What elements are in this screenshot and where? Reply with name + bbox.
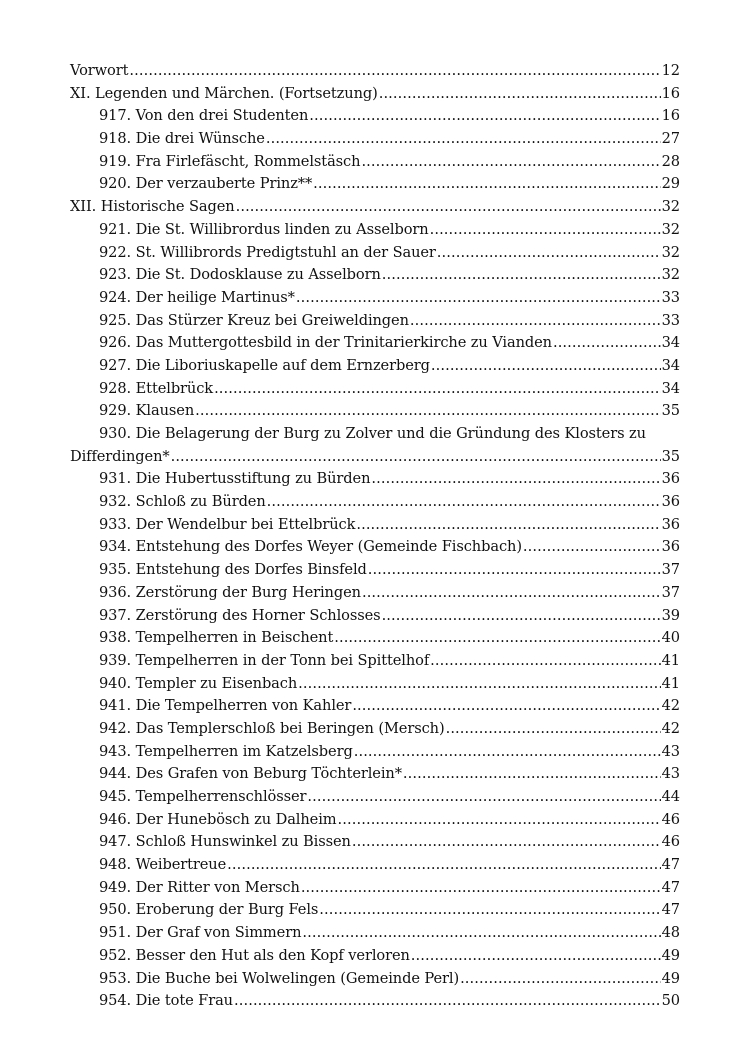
toc-entry-page-number: 46: [661, 810, 680, 828]
dot-leader: [368, 559, 661, 582]
dot-leader: [236, 196, 661, 219]
toc-entry[interactable]: [70, 718, 680, 741]
toc-entry-title: 931. Die Hubertusstiftung zu Bürden: [99, 470, 371, 488]
toc-entry[interactable]: [70, 990, 680, 1013]
toc-entry[interactable]: [70, 673, 680, 696]
dot-leader: [214, 378, 661, 401]
dot-leader: [302, 922, 660, 945]
toc-entry-title: 918. Die drei Wünsche: [99, 130, 265, 148]
toc-entry[interactable]: [70, 922, 680, 945]
toc-entry-title: 929. Klausen: [99, 402, 195, 420]
toc-entry-title: 923. Die St. Dodosklause zu Asselborn: [99, 266, 381, 284]
toc-entry-title: 934. Entstehung des Dorfes Weyer (Gemeinde Fischbach): [99, 538, 522, 556]
toc-entry[interactable]: [70, 763, 680, 786]
toc-entry-title: 930. Die Belagerung der Burg zu Zolver und die Gründung des Klosters zu: [99, 425, 646, 442]
toc-entry-title: 954. Die tote Frau: [99, 992, 233, 1010]
toc-entry[interactable]: [70, 423, 680, 446]
toc-entry[interactable]: [70, 831, 680, 854]
toc-entry-page-number: 36: [661, 470, 680, 488]
toc-entry-title: 937. Zerstörung des Horner Schlosses: [99, 606, 381, 624]
toc-entry[interactable]: [70, 264, 680, 287]
toc-entry[interactable]: [70, 741, 680, 764]
table-of-contents: [70, 60, 680, 1013]
toc-entry-title: 953. Die Buche bei Wolwelingen (Gemeinde Perl): [99, 969, 460, 987]
toc-entry-page-number: 36: [661, 493, 680, 511]
dot-leader: [523, 536, 661, 559]
toc-entry-page-number: 36: [661, 538, 680, 556]
toc-entry-page-number: 47: [661, 878, 680, 896]
toc-entry-title: 926. Das Muttergottesbild in der Trinitarierkirche zu Vianden: [99, 334, 552, 352]
dot-leader: [301, 877, 661, 900]
toc-entry[interactable]: [70, 627, 680, 650]
dot-leader: [129, 60, 660, 83]
toc-entry-title: 950. Eroberung der Burg Fels: [99, 901, 319, 919]
toc-entry-title: 943. Tempelherren im Katzelsberg: [99, 742, 353, 760]
dot-leader: [334, 627, 660, 650]
toc-entry-title: 936. Zerstörung der Burg Heringen: [99, 583, 361, 601]
toc-entry-page-number: 32: [661, 198, 680, 216]
dot-leader: [309, 105, 660, 128]
toc-entry-page-number: 35: [661, 447, 680, 465]
toc-entry-title: 928. Ettelbrück: [99, 379, 214, 397]
toc-entry-page-number: 46: [661, 833, 680, 851]
toc-entry[interactable]: [70, 559, 680, 582]
toc-entry[interactable]: [70, 854, 680, 877]
toc-entry-title: 949. Der Ritter von Mersch: [99, 878, 300, 896]
toc-entry-title: 947. Schloß Hunswinkel zu Bissen: [99, 833, 351, 851]
dot-leader: [266, 128, 661, 151]
toc-entry[interactable]: [70, 355, 680, 378]
toc-entry-title: 932. Schloß zu Bürden: [99, 493, 266, 511]
dot-leader: [195, 400, 660, 423]
toc-entry-page-number: 36: [661, 515, 680, 533]
toc-entry-title: 938. Tempelherren in Beischent: [99, 629, 334, 647]
toc-entry-title: 921. Die St. Willibrordus linden zu Asselborn: [99, 220, 429, 238]
toc-entry-title: XII. Historische Sagen: [70, 198, 235, 216]
toc-entry-page-number: 35: [661, 402, 680, 420]
dot-leader: [460, 968, 661, 991]
toc-entry-page-number: 32: [661, 243, 680, 261]
toc-entry-page-number: 33: [661, 311, 680, 329]
toc-entry-title: 933. Der Wendelbur bei Ettelbrück: [99, 515, 356, 533]
dot-leader: [362, 582, 661, 605]
toc-entry-page-number: 27: [661, 130, 680, 148]
toc-entry-title: 935. Entstehung des Dorfes Binsfeld: [99, 561, 367, 579]
toc-entry-page-number: 41: [661, 651, 680, 669]
dot-leader: [410, 310, 661, 333]
toc-entry-page-number: 29: [661, 175, 680, 193]
toc-entry-page-number: 16: [661, 107, 680, 125]
toc-entry[interactable]: [70, 378, 680, 401]
dot-leader: [382, 264, 661, 287]
dot-leader: [338, 809, 661, 832]
toc-entry-page-number: 42: [661, 719, 680, 737]
dot-leader: [553, 332, 661, 355]
toc-entry-page-number: 37: [661, 561, 680, 579]
toc-entry[interactable]: [70, 196, 680, 219]
toc-entry[interactable]: [70, 173, 680, 196]
toc-entry-title: 925. Das Stürzer Kreuz bei Greiweldingen: [99, 311, 409, 329]
toc-entry[interactable]: [70, 582, 680, 605]
toc-entry-page-number: 41: [661, 674, 680, 692]
toc-entry-title: 920. Der verzauberte Prinz**: [99, 175, 313, 193]
toc-entry-title: 951. Der Graf von Simmern: [99, 924, 302, 942]
toc-entry[interactable]: [70, 468, 680, 491]
dot-leader: [307, 786, 660, 809]
toc-entry-title: 948. Weibertreue: [99, 856, 227, 874]
toc-entry[interactable]: [70, 83, 680, 106]
toc-entry-title: XI. Legenden und Märchen. (Fortsetzung): [70, 84, 378, 102]
toc-entry[interactable]: [70, 514, 680, 537]
dot-leader: [354, 741, 661, 764]
dot-leader: [267, 491, 661, 514]
toc-entry[interactable]: [70, 899, 680, 922]
dot-leader: [403, 763, 661, 786]
dot-leader: [296, 287, 661, 310]
toc-entry[interactable]: [70, 809, 680, 832]
toc-entry[interactable]: [70, 151, 680, 174]
dot-leader: [171, 446, 661, 469]
toc-entry-title: 939. Tempelherren in der Tonn bei Spittelhof: [99, 651, 430, 669]
dot-leader: [313, 173, 660, 196]
toc-entry-title: 952. Besser den Hut als den Kopf verloren: [99, 946, 410, 964]
dot-leader: [352, 695, 660, 718]
dot-leader: [298, 673, 660, 696]
toc-entry[interactable]: [70, 945, 680, 968]
toc-entry[interactable]: [70, 242, 680, 265]
dot-leader: [430, 650, 660, 673]
toc-entry-title: 919. Fra Firlefäscht, Rommelstäsch: [99, 152, 361, 170]
toc-entry-page-number: 33: [661, 288, 680, 306]
toc-entry-page-number: 48: [661, 924, 680, 942]
toc-entry[interactable]: [70, 536, 680, 559]
toc-entry[interactable]: [70, 60, 680, 83]
toc-entry-page-number: 47: [661, 856, 680, 874]
toc-entry[interactable]: [70, 695, 680, 718]
dot-leader: [227, 854, 661, 877]
toc-entry[interactable]: [70, 491, 680, 514]
toc-entry[interactable]: [70, 968, 680, 991]
toc-entry-page-number: 42: [661, 697, 680, 715]
toc-entry[interactable]: [70, 219, 680, 242]
toc-entry[interactable]: [70, 287, 680, 310]
toc-entry-title: 944. Des Grafen von Beburg Töchterlein*: [99, 765, 402, 783]
dot-leader: [446, 718, 661, 741]
toc-entry[interactable]: [70, 128, 680, 151]
dot-leader: [430, 219, 661, 242]
toc-entry-page-number: 47: [661, 901, 680, 919]
toc-entry-title: Vorwort: [70, 62, 129, 79]
dot-leader: [361, 151, 660, 174]
toc-entry[interactable]: [70, 786, 680, 809]
toc-entry-page-number: 28: [661, 152, 680, 170]
dot-leader: [234, 990, 661, 1013]
toc-entry-page-number: 49: [661, 969, 680, 987]
toc-entry-page-number: 43: [661, 765, 680, 783]
toc-entry-title: 927. Die Liboriuskapelle auf dem Ernzerberg: [99, 356, 430, 374]
toc-entry-page-number: 49: [661, 946, 680, 964]
toc-entry-title: 940. Templer zu Eisenbach: [99, 674, 298, 692]
toc-entry-page-number: 32: [661, 266, 680, 284]
toc-entry-page-number: 37: [661, 583, 680, 601]
toc-entry-title: 945. Tempelherrenschlösser: [99, 788, 307, 805]
toc-entry-page-number: 39: [661, 606, 680, 624]
dot-leader: [382, 605, 661, 628]
toc-entry-title: 942. Das Templerschloß bei Beringen (Mersch): [99, 719, 445, 737]
dot-leader: [352, 831, 661, 854]
toc-entry[interactable]: [70, 332, 680, 355]
toc-entry-title: 917. Von den drei Studenten: [99, 107, 309, 125]
toc-entry-page-number: 34: [661, 379, 680, 397]
toc-entry-title: 922. St. Willibrords Predigtstuhl an der Sauer: [99, 243, 436, 261]
toc-entry[interactable]: [70, 400, 680, 423]
toc-entry-title: 941. Die Tempelherren von Kahler: [99, 697, 352, 715]
toc-entry[interactable]: [70, 877, 680, 900]
dot-leader: [411, 945, 661, 968]
toc-entry-title: Differdingen*: [70, 447, 170, 465]
toc-entry-page-number: 40: [661, 629, 680, 647]
toc-entry-page-number: 12: [661, 62, 680, 79]
toc-entry[interactable]: [70, 446, 680, 469]
dot-leader: [431, 355, 661, 378]
dot-leader: [319, 899, 660, 922]
dot-leader: [371, 468, 660, 491]
toc-entry[interactable]: [70, 310, 680, 333]
toc-entry-page-number: 44: [661, 788, 680, 805]
toc-entry-page-number: 32: [661, 220, 680, 238]
dot-leader: [437, 242, 661, 265]
dot-leader: [379, 83, 661, 106]
toc-entry[interactable]: [70, 650, 680, 673]
toc-entry-page-number: 34: [661, 356, 680, 374]
dot-leader: [356, 514, 660, 537]
toc-entry-page-number: 50: [661, 992, 680, 1010]
toc-entry-page-number: 16: [661, 84, 680, 102]
toc-entry-title: 946. Der Hunebösch zu Dalheim: [99, 810, 337, 828]
toc-entry-page-number: 43: [661, 742, 680, 760]
toc-entry[interactable]: [70, 105, 680, 128]
toc-entry-title: 924. Der heilige Martinus*: [99, 288, 295, 306]
toc-entry-page-number: 34: [661, 334, 680, 352]
toc-entry[interactable]: [70, 605, 680, 628]
